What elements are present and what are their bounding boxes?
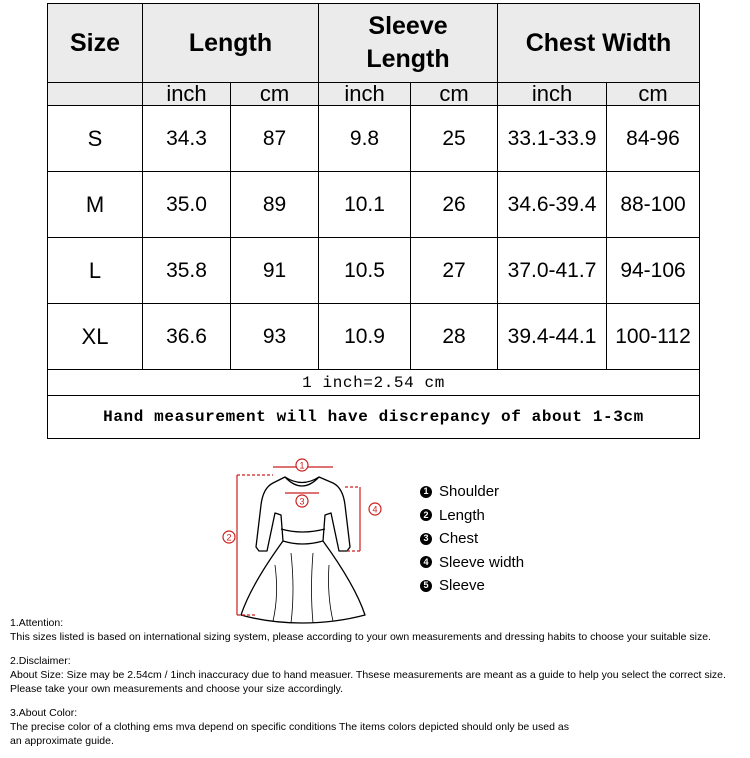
table-row <box>48 304 700 370</box>
chest-inch-cell: 37.0-41.7 <box>498 238 607 304</box>
legend-label: Sleeve <box>439 577 485 595</box>
length-inch-cell: 35.8 <box>143 238 231 304</box>
chest-cm-cell: 94-106 <box>607 238 700 304</box>
disclaimer-title: 2.Disclaimer: <box>10 655 71 667</box>
marker-2: 2 <box>226 532 232 543</box>
header-chest-width: Chest Width <box>498 4 700 83</box>
legend-label: Sleeve width <box>439 553 525 571</box>
unit-length-inch: inch <box>143 83 231 106</box>
marker-1: 1 <box>299 460 305 471</box>
attention-block <box>10 616 745 644</box>
sleeve-inch-cell: 9.8 <box>319 106 411 172</box>
unit-chest-inch: inch <box>498 83 607 106</box>
color-title: 3.About Color: <box>10 707 78 719</box>
chest-inch-cell: 39.4-44.1 <box>498 304 607 370</box>
length-inch-cell: 36.6 <box>143 304 231 370</box>
length-cm-cell: 91 <box>231 238 319 304</box>
marker-3: 3 <box>299 496 305 507</box>
legend-item <box>420 480 524 504</box>
legend-label: Shoulder <box>439 483 500 501</box>
sleeve-cm-cell: 26 <box>411 172 498 238</box>
table-row <box>48 106 700 172</box>
length-inch-cell: 35.0 <box>143 172 231 238</box>
unit-length-cm: cm <box>231 83 319 106</box>
header-sleeve-length <box>319 4 498 83</box>
discrepancy-row <box>48 396 700 439</box>
disclaimer-text: About Size: Size may be 2.54cm / 1inch inaccuracy due to hand measuer. Thsese measurements are meant as a guide to help you select the correct size. <box>10 669 726 681</box>
chest-cm-cell: 88-100 <box>607 172 700 238</box>
header-sleeve-length-label: Sleeve Length <box>366 12 450 73</box>
legend-item <box>420 551 524 575</box>
header-length: Length <box>143 4 319 83</box>
sleeve-inch-cell: 10.9 <box>319 304 411 370</box>
legend-number: 2 <box>420 509 432 521</box>
size-cell: S <box>48 106 143 172</box>
chest-inch-cell: 33.1-33.9 <box>498 106 607 172</box>
disclaimer-block <box>10 654 745 696</box>
legend-number: 1 <box>420 486 432 498</box>
legend-number: 5 <box>420 580 432 592</box>
sleeve-cm-cell: 27 <box>411 238 498 304</box>
color-text: an approximate guide. <box>10 735 114 747</box>
size-cell: M <box>48 172 143 238</box>
legend-item <box>420 527 524 551</box>
legend-item <box>420 504 524 528</box>
dress-measurement-diagram <box>215 455 390 630</box>
legend-number: 3 <box>420 533 432 545</box>
length-cm-cell: 87 <box>231 106 319 172</box>
conversion-row <box>48 370 700 396</box>
length-inch-cell: 34.3 <box>143 106 231 172</box>
color-block <box>10 706 745 748</box>
size-cell: L <box>48 238 143 304</box>
attention-title: 1.Attention: <box>10 617 64 629</box>
discrepancy-note: Hand measurement will have discrepancy of about 1-3cm <box>48 396 700 439</box>
size-cell: XL <box>48 304 143 370</box>
table-row <box>48 238 700 304</box>
legend-label: Chest <box>439 530 479 548</box>
chest-cm-cell: 84-96 <box>607 106 700 172</box>
notes-section <box>10 616 745 758</box>
unit-row <box>48 83 700 106</box>
unit-chest-cm: cm <box>607 83 700 106</box>
color-text: The precise color of a clothing ems mva depend on specific conditions The items colors depicted should only be used as <box>10 721 569 733</box>
legend-number: 4 <box>420 556 432 568</box>
header-row <box>48 4 700 83</box>
header-size: Size <box>48 4 143 83</box>
table-row <box>48 172 700 238</box>
measurement-legend <box>420 480 524 598</box>
length-cm-cell: 93 <box>231 304 319 370</box>
size-chart-table <box>47 3 700 439</box>
sleeve-cm-cell: 28 <box>411 304 498 370</box>
legend-label: Length <box>439 506 485 524</box>
sleeve-inch-cell: 10.5 <box>319 238 411 304</box>
sleeve-inch-cell: 10.1 <box>319 172 411 238</box>
marker-4: 4 <box>372 504 378 515</box>
unit-blank <box>48 83 143 106</box>
chest-inch-cell: 34.6-39.4 <box>498 172 607 238</box>
disclaimer-text: Please take your own measurements and choose your size accordingly. <box>10 683 344 695</box>
chest-cm-cell: 100-112 <box>607 304 700 370</box>
length-cm-cell: 89 <box>231 172 319 238</box>
unit-sleeve-inch: inch <box>319 83 411 106</box>
attention-text: This sizes listed is based on international sizing system, please according to your own measurements and dressing habits to choose your suitable size. <box>10 631 711 643</box>
unit-sleeve-cm: cm <box>411 83 498 106</box>
sleeve-cm-cell: 25 <box>411 106 498 172</box>
legend-item <box>420 574 524 598</box>
conversion-note: 1 inch=2.54 cm <box>48 370 700 396</box>
